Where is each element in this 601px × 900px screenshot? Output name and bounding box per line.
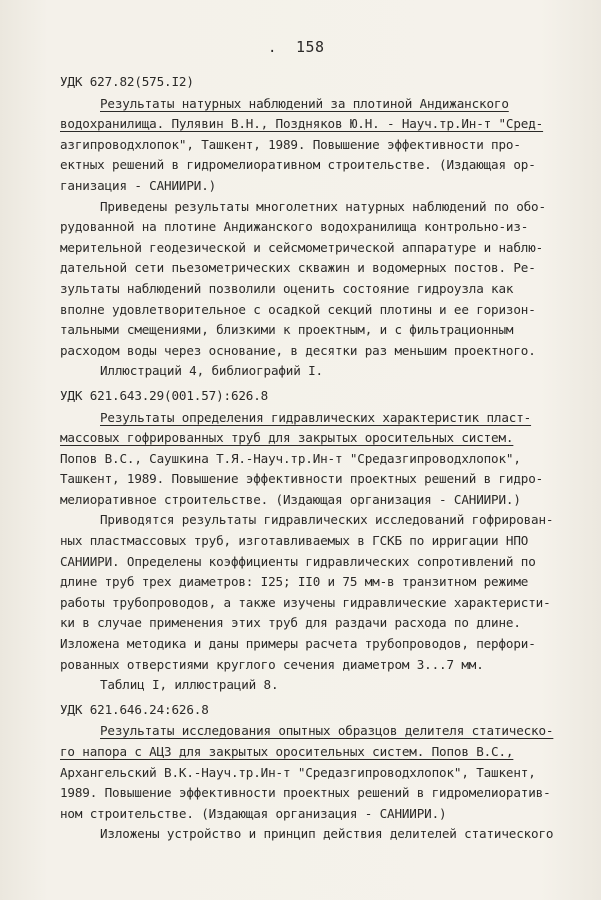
entry-text-line: дательной сети пьезометрических скважин и водомерных постов. Ре-: [60, 260, 536, 276]
entry-text-line: Приведены результаты многолетних натурных наблюдений по обо-: [100, 198, 546, 214]
entry-text-line: 1989. Повышение эффективности проектных решений в гидромелиоратив-: [60, 785, 551, 801]
udc-code: УДК 627.82(575.I2): [60, 74, 194, 89]
entry-text-line: длине труб трех диаметров: I25; II0 и 75 мм-в транзитном режиме: [60, 574, 529, 590]
entry-text-line: рудованной на плотине Андижанского водохранилища контрольно-из-: [60, 219, 529, 235]
entry-text-line: Изложена методика и даны примеры расчета трубопроводов, перфори-: [60, 636, 536, 652]
entry-text-line: тальными смещениями, близкими к проектным, и с фильтрационным: [60, 322, 514, 338]
entry-text-line: ки в случае применения этих труб для раздачи расхода по длине.: [60, 615, 521, 631]
abstract-entry: [60, 386, 590, 696]
abstracts-body: [60, 72, 590, 845]
entry-title-line: го напора с АЦЗ для закрытых оросительных систем. Попов В.С.,: [60, 744, 514, 759]
entry-text-line: Приводятся результаты гидравлических исследований гофрирован-: [100, 512, 554, 528]
entry-text-line: работы трубопроводов, а также изучены гидравлические характеристи-: [60, 594, 551, 610]
abstract-entry: [60, 700, 590, 845]
entry-text-line: Таблиц I, иллюстраций 8.: [100, 677, 279, 693]
entry-text-line: мерительной геодезической и сейсмометрической аппаратуре и наблю-: [60, 239, 544, 255]
entry-title-line: массовых гофрированных труб для закрытых оросительных систем.: [60, 430, 514, 446]
entry-text-line: зультаты наблюдений позволили оценить состояние гидроузла как: [60, 280, 514, 296]
entry-text-line: ных пластмассовых труб, изготавливаемых в ГСКБ по ирригации НПО: [60, 533, 529, 549]
entry-text-line: Ташкент, 1989. Повышение эффективности проектных решений в гидро-: [60, 471, 544, 487]
entry-text-line: Изложены устройство и принцип действия делителей статического: [100, 826, 554, 842]
udc-code: УДК 621.646.24:626.8: [60, 701, 209, 717]
entry-text-line: мелиоративное строительстве. (Издающая организация - САНИИРИ.): [60, 491, 521, 507]
entry-title-line: Результаты исследования опытных образцов делителя статическо-: [100, 723, 554, 739]
entry-text-line: Иллюстраций 4, библиографий I.: [100, 363, 323, 379]
entry-text-line: ном строительстве. (Издающая организация - САНИИРИ.): [60, 805, 447, 821]
entry-title-line: Результаты определения гидравлических характеристик пласт-: [100, 409, 532, 425]
abstract-entry: [60, 72, 590, 382]
page-number: 158: [296, 38, 325, 56]
entry-text-line: САНИИРИ. Определены коэффициенты гидравлических сопротивлений по: [60, 553, 536, 569]
entry-title-line: Результаты натурных наблюдений за плотиной Андижанского: [100, 95, 509, 111]
entry-text-line: Архангельский В.К.-Науч.тр.Ин-т "Средазгипроводхлопок", Ташкент,: [60, 764, 536, 780]
entry-title-line: водохранилища. Пулявин В.Н., Поздняков Ю.Н. - Науч.тр.Ин-т "Сред-: [60, 116, 544, 132]
entry-text-line: вполне удовлетворительное с осадкой секций плотины и ее горизон-: [60, 301, 536, 317]
entry-text-line: ганизация - САНИИРИ.): [60, 177, 217, 193]
udc-code: УДК 621.643.29(001.57):626.8: [60, 387, 269, 403]
entry-text-line: Попов В.С., Саушкина Т.Я.-Науч.тр.Ин-т "Средазгипроводхлопок",: [60, 450, 521, 466]
entry-text-line: ектных решений в гидромелиоративном строительстве. (Издающая ор-: [60, 157, 536, 173]
entry-text-line: расходом воды через основание, в десятки раз меньшим проектного.: [60, 342, 536, 358]
scan-mark: ·: [268, 44, 277, 60]
entry-text-line: азгипроводхлопок", Ташкент, 1989. Повышение эффективности про-: [60, 136, 521, 152]
entry-text-line: рованных отверстиями круглого сечения диаметром 3...7 мм.: [60, 656, 484, 672]
